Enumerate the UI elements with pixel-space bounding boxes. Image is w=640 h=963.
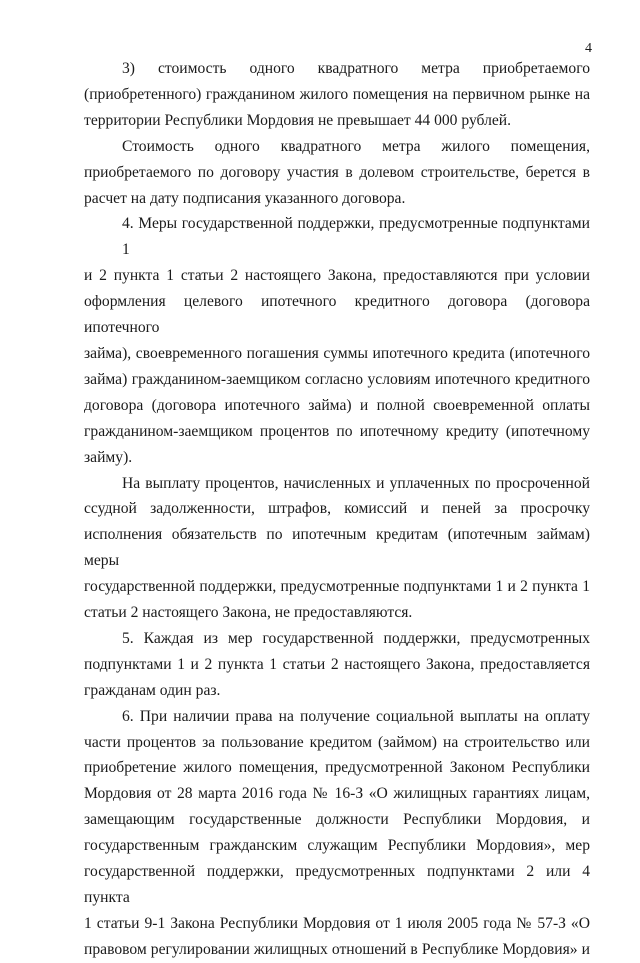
paragraph-4 (84, 471, 590, 626)
text-line: гражданином-заемщиком процентов по ипотечному кредиту (ипотечному (84, 422, 590, 440)
text-line: государственной поддержки, предусмотренных подпунктами 2 или 4 пункта (84, 863, 590, 906)
text-line: На выплату процентов, начисленных и уплаченных по просроченной (122, 474, 590, 492)
text-line: части процентов за пользование кредитом (займом) на строительство или (84, 733, 590, 751)
text-line: займа), своевременного погашения суммы ипотечного кредита (ипотечного (84, 344, 590, 362)
text-line: замещающим государственные должности Республики Мордовия, и (84, 811, 590, 829)
text-line: Стоимость одного квадратного метра жилого помещения, (122, 137, 590, 155)
paragraph-2 (84, 134, 590, 212)
text-line: территории Республики Мордовия не превышает 44 000 рублей. (84, 111, 512, 129)
text-line: 5. Каждая из мер государственной поддержки, предусмотренных (122, 629, 590, 647)
text-line: государственной поддержки, предусмотренные подпунктами 1 и 2 пункта 1 (84, 578, 590, 596)
text-line: (приобретенного) гражданином жилого помещения на первичном рынке на (84, 85, 590, 103)
text-line: 4. Меры государственной поддержки, предусмотренные подпунктами 1 (122, 215, 590, 259)
text-line: правовом регулировании жилищных отношений в Республике Мордовия» и (84, 940, 590, 958)
paragraph-3 (84, 211, 590, 470)
paragraph-6 (84, 704, 590, 963)
text-line: исполнения обязательств по ипотечным кредитам (ипотечным займам) меры (84, 526, 590, 570)
paragraph-5 (84, 626, 590, 704)
paragraph-1 (84, 56, 590, 134)
text-line: приобретение жилого помещения, предусмотренной Законом Республики (84, 759, 590, 777)
text-line: расчет на дату подписания указанного договора. (84, 189, 406, 207)
text-line: статьи 2 настоящего Закона, не предоставляются. (84, 604, 413, 622)
text-line: государственным гражданским служащим Республики Мордовия», мер (84, 837, 590, 855)
text-line: договора (договора ипотечного займа) и полной своевременной оплаты (84, 396, 590, 414)
text-line: ссудной задолженности, штрафов, комиссий и пеней за просрочку (84, 500, 590, 518)
text-line: приобретаемого по договору участия в долевом строительстве, берется в (84, 163, 590, 181)
text-line: гражданам один раз. (84, 681, 221, 699)
text-line: Мордовия от 28 марта 2016 года № 16-З «О жилищных гарантиях лицам, (84, 785, 590, 803)
page-number: 4 (585, 41, 592, 56)
text-line: 6. При наличии права на получение социальной выплаты на оплату (122, 707, 590, 725)
text-line: подпунктами 1 и 2 пункта 1 статьи 2 настоящего Закона, предоставляется (84, 655, 590, 673)
text-line: оформления целевого ипотечного кредитного договора (договора ипотечного (84, 293, 590, 337)
text-line: займу). (84, 448, 133, 466)
document-body (84, 56, 590, 963)
text-line: займа) гражданином-заемщиком согласно условиям ипотечного кредитного (84, 370, 590, 388)
text-line: 1 статьи 9-1 Закона Республики Мордовия от 1 июля 2005 года № 57-З «О (84, 914, 590, 932)
text-line: и 2 пункта 1 статьи 2 настоящего Закона, предоставляются при условии (84, 267, 590, 285)
text-line: 3) стоимость одного квадратного метра приобретаемого (122, 60, 590, 77)
